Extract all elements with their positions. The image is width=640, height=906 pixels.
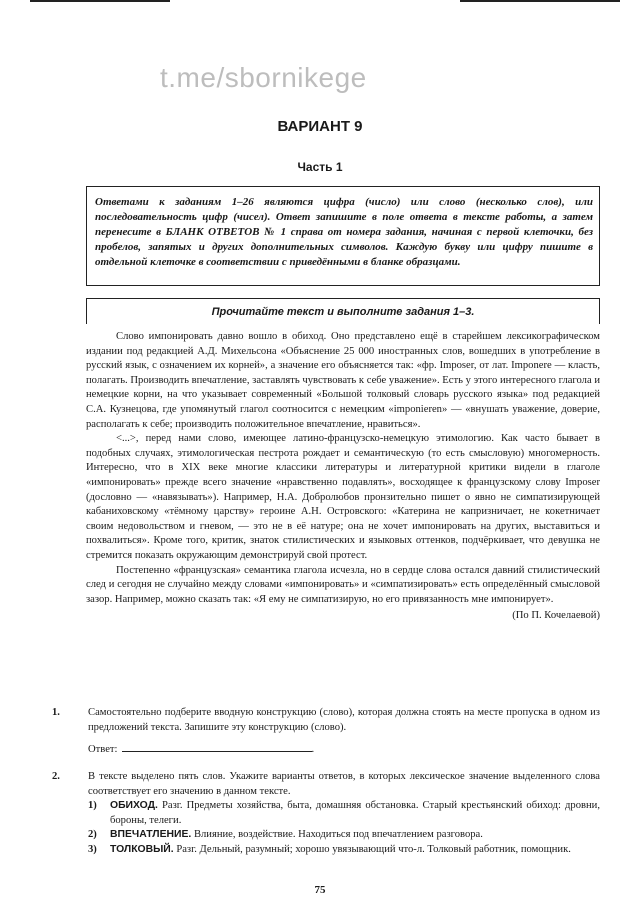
instructions-box: Ответами к заданиям 1–26 являются цифра (число) или слово (несколько слов), или последовательность цифр (чисел). Ответ запишите в поле ответа в тексте работы, а затем перенесите в БЛАНК ОТВЕТОВ № 1 справа от номера задания, начиная с первой клеточки, без пробелов, запятых и других дополнительных символов. Каждую букву или цифру пишите в отдельной клеточке в соответствии с приведёнными в бланке образцами. <box>86 186 600 286</box>
passage-paragraph-3: Постепенно «французская» семантика глагола исчезла, но в сердце слова остался давний стилистический след и сегодня не случайно между словами «импонировать» и «симпатизировать» есть определённый смысловой зазор. Например, можно сказать так: «Я ему не симпатизирую, но его привязанность мне импонирует». <box>86 564 600 605</box>
option-1 <box>88 799 600 828</box>
part-title: Часть 1 <box>297 160 343 174</box>
question-text: Самостоятельно подберите вводную конструкцию (слово), которая должна стоять на месте пропуска в одном из предложений текста. Запишите эту конструкцию (слово). <box>88 707 600 733</box>
option-word: ОБИХОД. <box>110 800 158 812</box>
option-word: ВПЕЧАТЛЕНИЕ. <box>110 829 192 841</box>
variant-title: ВАРИАНТ 9 <box>277 118 363 135</box>
question-number: 2. <box>52 771 60 782</box>
question-2 <box>52 770 600 858</box>
question-number: 1. <box>52 707 60 718</box>
passage-paragraph-2: <...>, перед нами слово, имеющее латино-французско-немецкую этимологию. Как часто бывает в подобных случаях, этимологическая пестрота рождает и семантическую (то есть смысловую) многомерность. Интересно, что в XIX веке многие классики литературы и литературной критики видели в глаголе «импонировать» прежде всего значение «нравственно подавлять», восходящее к французскому слову Imposer (дословно — «навязывать»). Например, Н.А. Добролюбов пронзительно пишет о явно не симпатизирующей кабаниховскому «тёмному царству» героине А.Н. Островского: «Катерина не капризничает, не кокетничает своим недовольством и гневом, — это не в её натуре; она не хочет импонировать на других, выставиться и похвалиться». Кроме того, критик, знаток стилистических и языковых оттенков, подчёркивает, что девушка не стремится показать окружающим демонстрируй свой протест. <box>86 433 600 561</box>
option-definition: Влияние, воздействие. Находиться под впечатлением разговора. <box>193 829 483 841</box>
option-number: 3) <box>88 843 97 855</box>
task-header: Прочитайте текст и выполните задания 1–3. <box>86 298 600 324</box>
question-text: В тексте выделено пять слов. Укажите варианты ответов, в которых лексическое значение выделенного слова соответствует его значению в данном тексте. <box>88 771 600 797</box>
option-2 <box>88 828 600 843</box>
option-definition: Разг. Предметы хозяйства, быта, домашняя обстановка. Старый крестьянский обиход: дровни, бороны, телеги. <box>110 800 600 826</box>
page-number: 75 <box>314 884 326 896</box>
answer-line: Ответ: . <box>88 744 315 756</box>
option-number: 2) <box>88 829 97 841</box>
reading-passage <box>86 330 600 624</box>
passage-author: (По П. Кочелаевой) <box>512 610 600 622</box>
question-1 <box>52 706 600 758</box>
answer-field[interactable] <box>122 751 312 752</box>
top-edge-rule-right <box>460 0 620 2</box>
passage-paragraph-1: Слово импонировать давно вошло в обиход. Оно представлено ещё в старейшем лексикографическом издании под редакцией А.Д. Михельсона «Объяснение 25 000 иностранных слов, вошедших в употребление в русский язык, с означением их корней», а значение его объясняется так: «фр. Imposer, от лат. Imponere — класть, полагать. Производить впечатление, заставлять чувствовать к себе уважение». Есть у этого интересного глагола и немецкие корни, на что указывает современный «Большой толковый словарь русского языка» под редакцией С.А. Кузнецова, где упомянутый глагол соотносится с немецким «imponieren» — «внушать уважение, доверие, располагать к себе; производить положительное впечатление, нравиться». <box>86 331 600 430</box>
option-3 <box>88 843 600 858</box>
answer-label: Ответ: <box>88 744 118 756</box>
watermark: t.me/sbornikege <box>160 62 367 93</box>
option-number: 1) <box>88 800 97 812</box>
option-definition: Разг. Дельный, разумный; хорошо увязывающий что-л. Толковый работник, помощник. <box>176 843 571 855</box>
option-word: ТОЛКОВЫЙ. <box>110 843 174 855</box>
top-edge-rule-left <box>30 0 170 2</box>
